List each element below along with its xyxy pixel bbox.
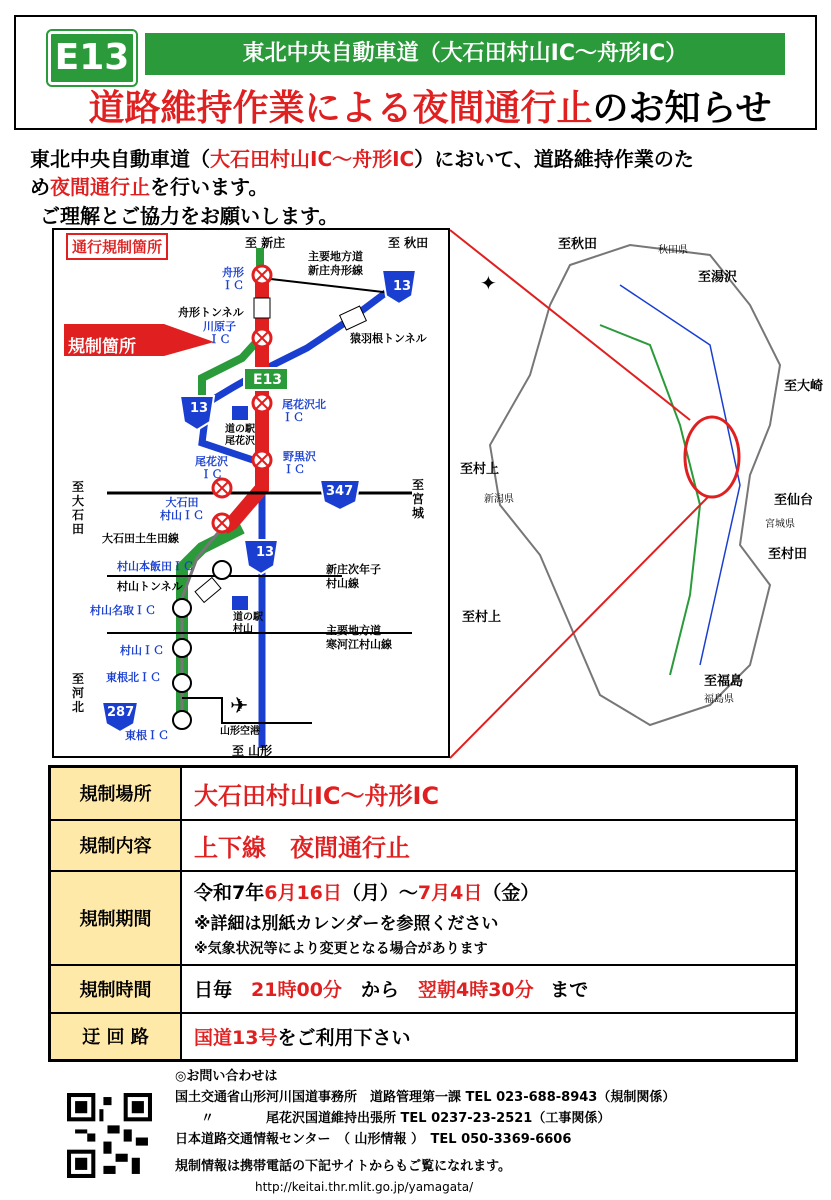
detour-route: 国道13号 <box>194 1026 278 1049</box>
r347-shield: 347 <box>326 484 354 499</box>
intro-part1: 東北中央自動車道（ <box>30 147 210 171</box>
intro-part3: ）において、道路維持作業のた <box>414 147 694 171</box>
to-miyagi: 至 宮 城 <box>412 478 425 520</box>
content-value: 上下線 夜間通行止 <box>181 820 797 871</box>
period-end: 7月4日 <box>417 881 483 904</box>
to-akita: 至 秋田 <box>388 236 429 250</box>
period-e: （金） <box>482 881 540 904</box>
murayama-iida-ic: 村山本飯田ＩＣ <box>117 560 194 573</box>
time-value <box>181 965 797 1013</box>
intro-part5: 夜間通行止 <box>50 175 150 199</box>
ov-to-murakami1: 至村上 <box>460 462 500 477</box>
michinoeki-murayama: 道の駅 村山 <box>233 612 263 635</box>
shinjo-line: 新庄次年子 村山線 <box>326 563 381 590</box>
time-end: 翌朝4時30分 <box>417 979 534 1001</box>
ov-to-fukushima: 至福島 <box>704 674 744 689</box>
ov-niigata-pref: 新潟県 <box>484 494 514 505</box>
higashine-ic: 東根ＩＣ <box>125 729 169 742</box>
table-row-content <box>50 820 797 871</box>
ov-to-osaki: 至大崎 <box>784 379 824 394</box>
intro-part2: 大石田村山IC〜舟形IC <box>210 147 415 171</box>
contact-line1: 国土交通省山形河川国道事務所 道路管理第一課 TEL 023-688-8943（規制関係） <box>175 1090 676 1105</box>
notice-title-red: 道路維持作業による夜間通行止 <box>88 88 593 129</box>
time-e: まで <box>550 979 589 1001</box>
content-label: 規制内容 <box>50 820 182 871</box>
michinoeki-obanazawa: 道の駅 尾花沢 <box>225 424 255 447</box>
funagata-tunnel: 舟形トンネル <box>178 306 244 319</box>
michinoeki-icon <box>232 406 248 420</box>
higashine-kita-ic: 東根北ＩＣ <box>106 671 161 684</box>
murayama-natori-ic: 村山名取ＩＣ <box>90 604 156 617</box>
kawarago-ic: 川原子 ＩＣ <box>203 320 236 346</box>
murayama-tunnel: 村山トンネル <box>117 580 183 593</box>
to-yamagata: 至 山形 <box>232 744 273 758</box>
obanazawa-ic: 尾花沢 ＩＣ <box>195 455 228 481</box>
time-c: から <box>360 979 399 1001</box>
period-a: 令和7年 <box>194 881 265 904</box>
yamagata-outline <box>490 245 780 725</box>
contact-heading: ◎お問い合わせは <box>175 1069 278 1084</box>
r13-shield-a: 13 <box>393 279 412 294</box>
time-a: 日毎 <box>194 979 233 1001</box>
murayama-ic: 村山ＩＣ <box>120 644 164 657</box>
qr-code[interactable] <box>67 1093 152 1178</box>
restriction-table <box>48 765 798 1062</box>
to-shinjo: 至 新庄 <box>245 236 286 250</box>
notice-title <box>60 80 800 131</box>
contact-line2: 〃 尾花沢国道維持出張所 TEL 0237-23-2521（工事関係） <box>175 1111 611 1126</box>
to-oishida: 至 大 石 田 <box>72 480 85 536</box>
funagata-tunnel-mark <box>254 298 270 318</box>
period-note2: ※気象状況等により変更となる場合があります <box>194 940 488 957</box>
murayama-tunnel-mark <box>195 578 221 603</box>
contact-line3: 日本道路交通情報センター （ 山形情報 ） TEL 050-3369-6606 <box>175 1132 572 1147</box>
oishida-ic: 大石田 村山ＩＣ <box>160 496 204 522</box>
to-kahoku: 至 河 北 <box>72 672 85 714</box>
ov-to-murakami2: 至村上 <box>462 610 502 625</box>
map-tag: 通行規制箇所 <box>66 233 168 260</box>
route-title: 東北中央自動車道（大石田村山IC〜舟形IC） <box>145 33 785 75</box>
route-code-badge: E13 <box>48 31 136 85</box>
sagae-line: 主要地方道 寒河江村山線 <box>326 624 392 651</box>
shinjo-funagata-line: 主要地方道 新庄舟形線 <box>308 250 363 277</box>
ov-to-yuzawa: 至湯沢 <box>698 270 738 285</box>
contact-line4: 規制情報は携帯電話の下記サイトからもご覧になれます。 <box>175 1159 512 1174</box>
michinoeki-icon-2 <box>232 596 248 610</box>
saruhane-tunnel: 猿羽根トンネル <box>350 332 427 345</box>
table-row-place <box>50 767 797 820</box>
callout-label: 規制箇所 <box>68 337 136 357</box>
ov-akita-pref: 秋田県 <box>658 245 688 256</box>
r13-shield-c: 13 <box>256 545 275 560</box>
contact-url[interactable]: http://keitai.thr.mlit.go.jp/yamagata/ <box>255 1180 474 1194</box>
oishida-line: 大石田土生田線 <box>102 532 179 545</box>
place-value: 大石田村山IC〜舟形IC <box>181 767 797 820</box>
period-start: 6月16日 <box>264 881 342 904</box>
place-label: 規制場所 <box>50 767 182 820</box>
nojiri-ic: 野黒沢 ＩＣ <box>283 450 316 476</box>
period-c: （月）〜 <box>341 881 418 904</box>
ov-to-sendai: 至仙台 <box>774 493 814 508</box>
intro-line3: ご理解とご協力をお願いします。 <box>40 204 339 228</box>
period-value <box>181 871 797 965</box>
ov-to-murata: 至村田 <box>768 547 808 562</box>
compass-icon: ✦ <box>480 271 497 295</box>
time-label: 規制時間 <box>50 965 182 1013</box>
intro-text <box>30 145 810 201</box>
notice-title-black: のお知らせ <box>592 88 772 129</box>
ov-to-akita: 至秋田 <box>558 237 598 252</box>
airport-icon: ✈ <box>230 694 249 719</box>
time-start: 21時00分 <box>251 979 342 1001</box>
table-row-detour <box>50 1013 797 1061</box>
airport-label: 山形空港 <box>220 726 260 737</box>
ov-miyagi-pref: 宮城県 <box>765 519 795 530</box>
table-row-time <box>50 965 797 1013</box>
r287-shield: 287 <box>107 705 135 720</box>
e13-badge: E13 <box>253 372 283 388</box>
contact-info <box>175 1066 815 1198</box>
period-note1: ※詳細は別紙カレンダーを参照ください <box>194 913 499 934</box>
table-row-period <box>50 871 797 965</box>
detour-text: をご利用下さい <box>277 1026 411 1049</box>
period-label: 規制期間 <box>50 871 182 965</box>
ov-fukushima-pref: 福島県 <box>704 694 734 705</box>
r13-shield-b: 13 <box>190 401 209 416</box>
detour-value <box>181 1013 797 1061</box>
obanazawa-kita-ic: 尾花沢北 ＩＣ <box>282 398 326 424</box>
intro-part4: め <box>30 175 50 199</box>
intro-part6: を行います。 <box>150 175 269 199</box>
funagata-ic: 舟形 ＩＣ <box>222 266 244 292</box>
detour-label: 迂 回 路 <box>50 1013 182 1061</box>
